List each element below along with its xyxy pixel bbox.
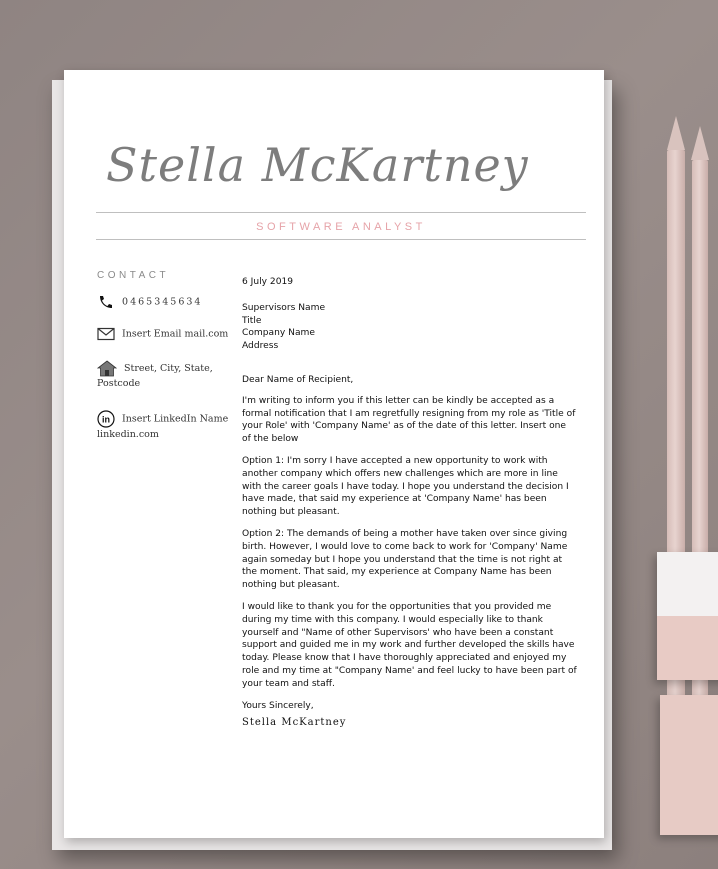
address-text: Street, City, State, Postcode	[97, 363, 213, 389]
notepad-top	[657, 552, 718, 680]
linkedin-url: linkedin.com	[97, 429, 159, 440]
divider-bottom	[96, 239, 586, 240]
contact-email	[97, 327, 232, 341]
phone-icon	[97, 297, 122, 308]
letter-date: 6 July 2019	[242, 277, 294, 287]
contact-heading: CONTACT	[97, 270, 170, 281]
divider-top	[96, 212, 586, 213]
letter-body	[242, 276, 577, 730]
linkedin-icon	[97, 414, 122, 425]
recipient-line: Address	[242, 341, 279, 352]
notepad-bottom	[660, 695, 718, 835]
signature: Stella McKartney	[242, 717, 347, 729]
recipient-line: Title	[242, 315, 262, 326]
letter-paragraph: Option 1: I'm sorry I have accepted a new opportunity to work with another company which offers new challenges which are more in line with the career goals I have today. I hope you understand the decision I have made, that said my experience at 'Company Name' has been nothing but pleasant.	[242, 455, 569, 518]
job-title: SOFTWARE ANALYST	[256, 221, 426, 233]
recipient-line: Company Name	[242, 328, 315, 339]
letter-paragraph: I'm writing to inform you if this letter can be kindly be accepted as a formal notification that I am regretfully resigning from my role as 'Title of your Role' with 'Company Name' as of the date of this letter. Insert one of the below	[242, 395, 576, 445]
closing: Yours Sincerely,	[242, 700, 314, 711]
notepad-top-pink	[657, 616, 718, 680]
salutation: Dear Name of Recipient,	[242, 374, 354, 385]
applicant-name: Stella McKartney	[106, 138, 529, 192]
recipient-block	[242, 302, 577, 353]
cover-letter-page	[64, 70, 604, 838]
phone-number: 0465345634	[122, 296, 203, 308]
pencil-left-tip	[667, 116, 685, 150]
house-icon	[97, 363, 124, 374]
envelope-icon	[97, 329, 122, 340]
recipient-line: Supervisors Name	[242, 302, 326, 313]
letter-paragraph: Option 2: The demands of being a mother have taken over since giving birth. However, I would love to come back to work for 'Company' Name again someday but I hope you understand that the time is not right at the moment. That said, my experience at Company Name has been nothing but pleasant.	[242, 528, 568, 591]
linkedin-name: Insert LinkedIn Name	[122, 413, 229, 425]
contact-phone	[97, 295, 232, 309]
svg-text:in: in	[102, 414, 110, 425]
pencil-right-tip	[691, 126, 709, 160]
email-text: Insert Email mail.com	[122, 328, 229, 340]
letter-paragraph: I would like to thank you for the opportunities that you provided me during my time with this company. I would especially like to thank yourself and "Name of other Supervisors' who have been a constant support and guided me in my work and further developed the skills have today. Please know that I have thoroughly appreciated and enjoyed my role and my time at "Company Name' and feel lucky to have been part of your team and staff.	[242, 601, 577, 689]
contact-linkedin	[97, 410, 232, 441]
contact-address	[97, 360, 232, 390]
